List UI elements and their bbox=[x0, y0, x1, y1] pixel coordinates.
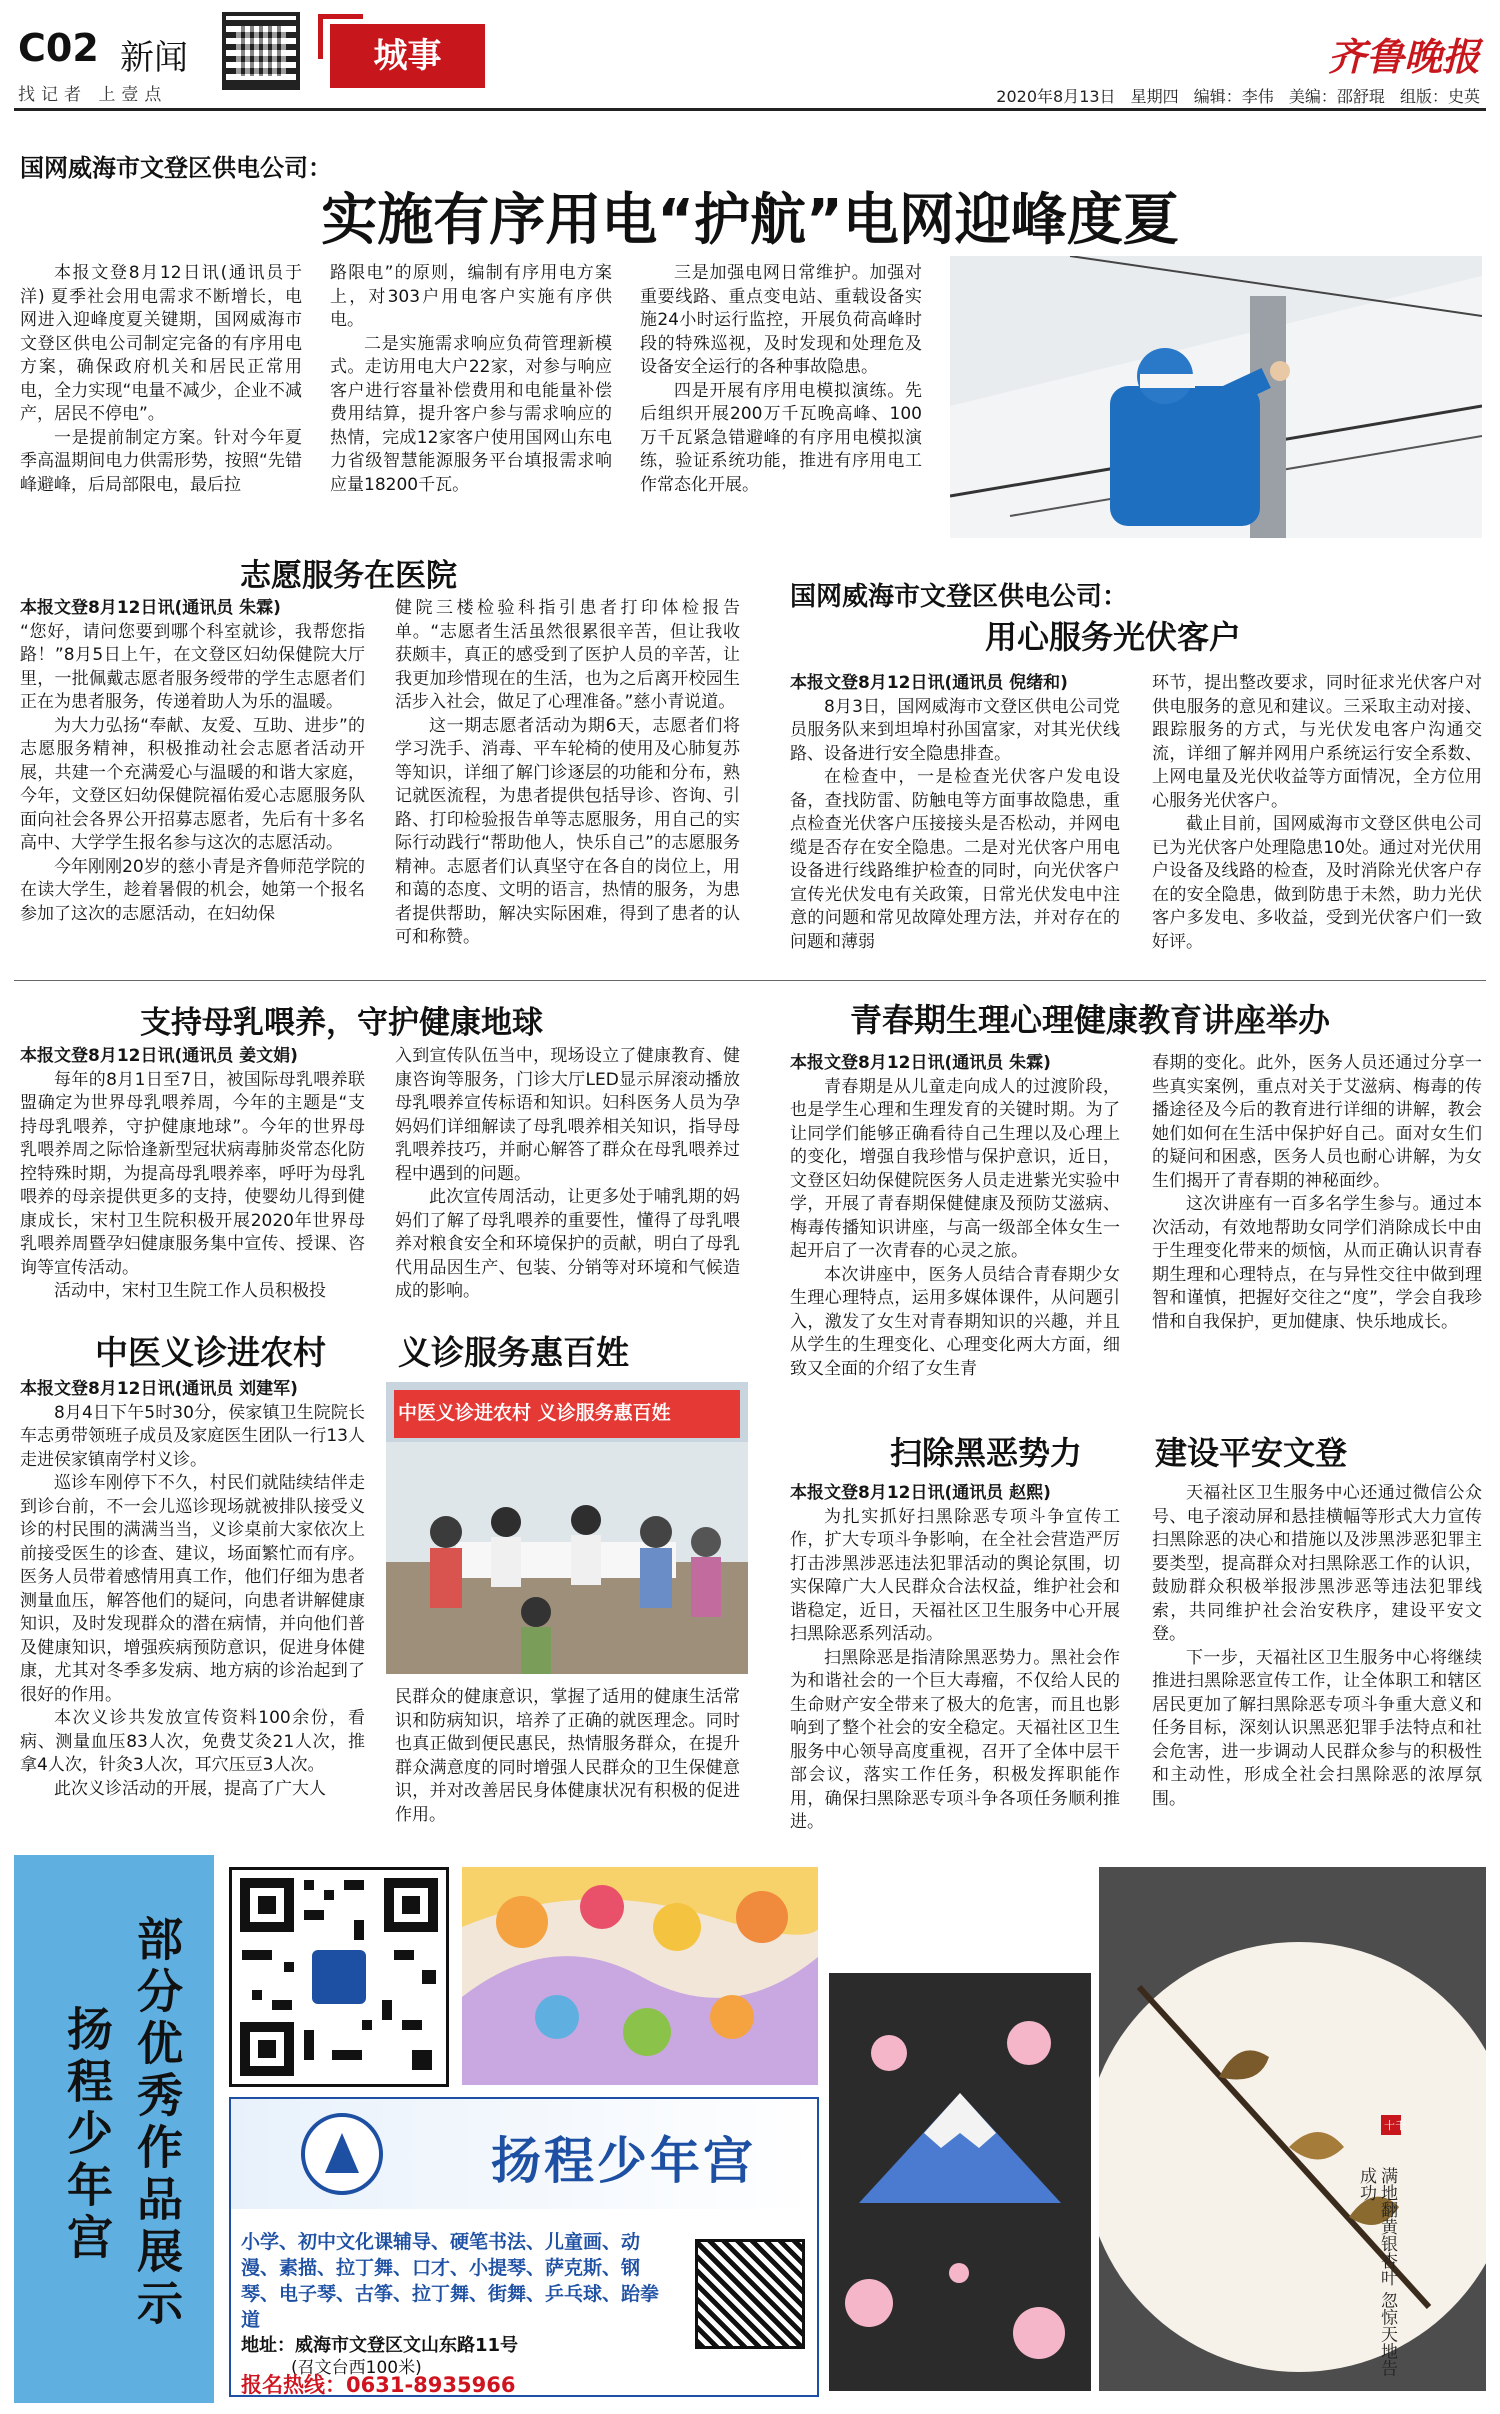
header-qr-code[interactable] bbox=[222, 12, 300, 90]
artwork-calligraphy: 满地翻黄银杏叶 忽惊天地告成功 bbox=[1356, 2167, 1397, 2377]
paragraph: 本报文登8月12日讯(通讯员于洋) 夏季社会用电需求不断增长，电网进入迎峰度夏关键期，国网威海市文登区供电公司制定完备的有序用电方案，确保政府机关和居民正常用电，全力实现“电量不减少，企业不减产，居民不停电”。 bbox=[20, 263, 302, 424]
paragraph: 健院三楼检验科指引患者打印体检报告单。“志愿者生活虽然很累很辛苦，但让我收获颇丰，真正的感受到了医护人员的辛苦，让我更加珍惜现在的生活，也为之后离开校园生活步入社会，做足了心理准备。”慈小青说道。 bbox=[395, 598, 740, 712]
article1-headline: 实施有序用电“护航”电网迎峰度夏 bbox=[321, 188, 1179, 253]
byline: 本报文登8月12日讯(通讯员 刘建军) bbox=[20, 1379, 298, 1399]
paragraph: 此次宣传周活动，让更多处于哺乳期的妈妈们了解了母乳喂养的重要性，懂得了母乳喂养对粮食安全和环境保护的贡献，明白了母乳代用品因生产、包装、分销等对环境和气候造成的影响。 bbox=[395, 1187, 740, 1301]
paragraph: 入到宣传队伍当中，现场设立了健康教育、健康咨询等服务，门诊大厅LED显示屏滚动播放母乳喂养宣传标语和知识。妇科医务人员为孕妈妈们详细解读了母乳喂养相关知识，指导母乳喂养技巧，并耐心解答了群众在母乳喂养过程中遇到的问题。 bbox=[395, 1046, 740, 1184]
article1-col2 bbox=[330, 262, 612, 497]
paragraph: 这一期志愿者活动为期6天，志愿者们将学习洗手、消毒、平车轮椅的使用及心肺复苏等知识，详细了解门诊逐层的功能和分布，熟记就医流程，为患者提供包括导诊、咨询、引路、打印检验报告单等志愿服务，用自己的实际行动践行“帮助他人，快乐自己”的志愿服务精神。志愿者们认真坚守在各自的岗位上，用和蔼的态度、文明的语言，热情的服务，为患者提供帮助，解决实际困难，得到了患者的认可和称赞。 bbox=[395, 715, 740, 947]
paragraph: 扫黑除恶是指清除黑恶势力。黑社会作为和谐社会的一个巨大毒瘤，不仅给人民的生命财产安全带来了极大的危害，而且也影响到了整个社会的安全稳定。天福社区卫生服务中心领导高度重视，召开了全体中层干部会议，落实工作任务，积极发挥职能作用，确保扫黑除恶专项斗争各项任务顺利推进。 bbox=[790, 1647, 1120, 1832]
paragraph: “您好，请问您要到哪个科室就诊，我帮您指路！”8月5日上午，在文登区妇幼保健院大厅里，一批佩戴志愿者服务绶带的学生志愿者们正在为患者服务，传递着助人为乐的温暖。 bbox=[20, 621, 365, 712]
showcase-band bbox=[14, 1855, 1486, 2403]
showcase-title-panel bbox=[14, 1855, 214, 2403]
showcase-title-2: 扬程少年宫 bbox=[60, 2005, 114, 2265]
byline: 本报文登8月12日讯(通讯员 赵熙) bbox=[790, 1483, 1051, 1503]
ad-address-note: (召文台西100米) bbox=[291, 2358, 422, 2378]
article7-col2 bbox=[1152, 1482, 1482, 1811]
article3-col2 bbox=[1152, 672, 1482, 954]
header-slogan: 找记者 上壹点 bbox=[18, 85, 168, 105]
paragraph: 春期的变化。此外，医务人员还通过分享一些真实案例，重点对关于艾滋病、梅毒的传播途径及今后的教育进行详细的讲解，教会她们如何在生活中保护好自己。面对女生们的疑问和困惑，医务人员也耐心讲解，为女生们揭开了青春期的神秘面纱。 bbox=[1152, 1053, 1482, 1191]
article6-col1 bbox=[20, 1378, 365, 1801]
article3-col1 bbox=[790, 672, 1120, 954]
article1-col1 bbox=[20, 262, 302, 497]
header-rule bbox=[14, 108, 1486, 111]
paragraph: 二是实施需求响应负荷管理新模式。走访用电大户22家，对参与响应客户进行容量补偿费用和电能量补偿费用结算，提升客户参与需求响应的热情，完成12家客户使用国网山东电力省级智慧能源服务平台填报需求响应量18200千瓦。 bbox=[330, 333, 612, 495]
article5-col2 bbox=[1152, 1052, 1482, 1334]
paragraph: 一是提前制定方案。针对今年夏季高温期间电力供需形势，按照“先错峰避峰，后局部限电，最后拉 bbox=[20, 427, 302, 495]
ad-courses: 小学、初中文化课辅导、硬笔书法、儿童画、动漫、素描、拉丁舞、口才、小提琴、萨克斯、钢琴、电子琴、古筝、拉丁舞、街舞、乒乓球、跆拳道 bbox=[241, 2231, 660, 2331]
article3-kicker: 国网威海市文登区供电公司： bbox=[790, 582, 1129, 612]
youth-palace-ad bbox=[229, 2097, 819, 2397]
paragraph: 四是开展有序用电模拟演练。先后组织开展200万千瓦晚高峰、100万千瓦紧急错避峰的有序用电模拟演练，验证系统功能，推进有序用电工作常态化开展。 bbox=[640, 380, 922, 495]
artwork-mountain bbox=[829, 1973, 1091, 2391]
page-header bbox=[0, 0, 1500, 120]
ad-qr-code[interactable] bbox=[695, 2239, 805, 2349]
paragraph: 路限电”的原则，编制有序用电方案上，对303户用电客户实施有序供电。 bbox=[330, 263, 612, 330]
clinic-photo bbox=[386, 1382, 748, 1674]
ad-title: 扬程少年宫 bbox=[491, 2132, 756, 2190]
layout-credit: 组版：史英 bbox=[1399, 87, 1480, 106]
editor-credit: 编辑：李伟 bbox=[1193, 87, 1274, 106]
byline: 本报文登8月12日讯(通讯员 倪绪和) bbox=[790, 673, 1068, 693]
artwork-viruses bbox=[462, 1867, 818, 2085]
article3-headline: 用心服务光伏客户 bbox=[985, 618, 1242, 656]
article5-headline: 青春期生理心理健康教育讲座举办 bbox=[850, 1001, 1331, 1039]
article4-col2 bbox=[395, 1045, 740, 1304]
article7-headline-left: 扫除黑恶势力 bbox=[890, 1434, 1083, 1472]
art-editor-credit: 美编：邵舒琨 bbox=[1288, 87, 1385, 106]
showcase-qr-code[interactable] bbox=[229, 1867, 449, 2087]
page-code: C02 bbox=[18, 26, 99, 70]
article4-col1 bbox=[20, 1045, 365, 1304]
article6-headline-left: 中医义诊进农村 bbox=[95, 1333, 326, 1372]
newspaper-logo: 齐鲁晚报 bbox=[1327, 34, 1480, 79]
issue-date: 2020年8月13日 bbox=[996, 87, 1116, 106]
paragraph: 今年刚刚20岁的慈小青是齐鲁师范学院的在读大学生，趁着暑假的机会，她第一个报名参加了这次的志愿活动，在妇幼保 bbox=[20, 856, 365, 924]
article7-headline-right: 建设平安文登 bbox=[1155, 1434, 1348, 1472]
lineman-photo bbox=[950, 256, 1482, 538]
artwork-seal: 十千 bbox=[1384, 2119, 1406, 2132]
clinic-banner-text: 中医义诊进农村 义诊服务惠百姓 bbox=[398, 1402, 671, 1424]
paragraph: 环节，提出整改要求，同时征求光伏客户对供电服务的意见和建议。三采取主动对接、跟踪服务的方式，与光伏发电客户沟通交流，详细了解并网用户系统运行安全系数、上网电量及光伏收益等方面情况，全方位用心服务光伏客户。 bbox=[1152, 673, 1482, 811]
issue-weekday: 星期四 bbox=[1130, 87, 1179, 106]
ad-address: 地址：威海市文登区文山东路11号 bbox=[241, 2335, 519, 2356]
paragraph: 本次讲座中，医务人员结合青春期少女生理心理特点，运用多媒体课件，从问题引入，激发了女生对青春期知识的兴趣，并且从学生的生理变化、心理变化两大方面，细致又全面的介绍了女生青 bbox=[790, 1264, 1120, 1379]
paragraph: 三是加强电网日常维护。加强对重要线路、重点变电站、重载设备实施24小时运行监控，开展负荷高峰时段的特殊巡视，及时发现和处理危及设备安全运行的各种事故隐患。 bbox=[640, 263, 922, 377]
article1-col3 bbox=[640, 262, 922, 497]
byline: 本报文登8月12日讯(通讯员 朱霖) bbox=[790, 1053, 1051, 1073]
section-divider bbox=[14, 980, 1486, 981]
article1-kicker: 国网威海市文登区供电公司： bbox=[20, 154, 332, 182]
paragraph: 8月3日，国网威海市文登区供电公司党员服务队来到坦埠村孙国富家，对其光伏线路、设备进行安全隐患排查。 bbox=[790, 696, 1120, 764]
paragraph: 本次义诊共发放宣传资料100余份，看病、测量血压83人次，免费艾灸21人次，推拿4人次，针灸3人次，耳穴压豆3人次。 bbox=[20, 1708, 365, 1775]
article7-col1 bbox=[790, 1482, 1120, 1835]
article2-headline: 志愿服务在医院 bbox=[240, 558, 457, 594]
article6-headline-right: 义诊服务惠百姓 bbox=[398, 1333, 629, 1372]
article6-col2 bbox=[395, 1686, 740, 1827]
byline: 本报文登8月12日讯(通讯员 朱霖) bbox=[20, 598, 281, 618]
paragraph: 8月4日下午5时30分，侯家镇卫生院院长车志勇带领班子成员及家庭医生团队一行13人走进侯家镇南学村义诊。 bbox=[20, 1402, 365, 1470]
paragraph: 天福社区卫生服务中心还通过微信公众号、电子滚动屏和悬挂横幅等形式大力宣传扫黑除恶的决心和措施以及涉黑涉恶犯罪主要类型，提高群众对扫黑除恶工作的认识，鼓励群众积极举报涉黑涉恶等违法犯罪线索，共同维护社会治安秩序，建设平安文登。 bbox=[1152, 1483, 1482, 1644]
ad-logo bbox=[301, 2113, 383, 2195]
paragraph: 巡诊车刚停下不久，村民们就陆续结伴走到诊台前，不一会儿巡诊现场就被排队接受义诊的村民围的满满当当，义诊桌前大家依次上前接受医生的诊查、建议，场面繁忙而有序。医务人员带着感情用真工作，他们仔细为患者测量血压，解答他们的疑问，向患者讲解健康知识，及时发现群众的潜在病情，并向他们普及健康知识，增强疾病预防意识，促进身体健康，尤其对冬季多发病、地方病的诊治起到了很好的作用。 bbox=[20, 1473, 365, 1705]
paragraph: 青春期是从儿童走向成人的过渡阶段，也是学生心理和生理发育的关键时期。为了让同学们能够正确看待自己生理以及心理上的变化，增强自我珍惜与保护意识，近日，文登区妇幼保健院医务人员走进紫光实验中学，开展了青春期保健健康及预防艾滋病、梅毒传播知识讲座，与高一级部全体女生一起开启了一次青春的心灵之旅。 bbox=[790, 1076, 1120, 1261]
section-tag: 城事 bbox=[330, 24, 485, 88]
paragraph: 活动中，宋村卫生院工作人员积极投 bbox=[54, 1281, 326, 1301]
showcase-title-1: 部分优秀作品展示 bbox=[130, 1915, 184, 2331]
ad-logo-mark bbox=[325, 2133, 359, 2173]
artwork-ginkgo bbox=[1099, 1867, 1486, 2391]
paragraph: 此次义诊活动的开展，提高了广大人 bbox=[54, 1778, 326, 1799]
paragraph: 下一步，天福社区卫生服务中心将继续推进扫黑除恶宣传工作，让全体职工和辖区居民更加了解扫黑除恶专项斗争重大意义和任务目标，深刻认识黑恶犯罪手法特点和社会危害，进一步调动人民群众参与的积极性和主动性，形成全社会扫黑除恶的浓厚氛围。 bbox=[1152, 1647, 1482, 1809]
paragraph: 为大力弘扬“奉献、友爱、互助、进步”的志愿服务精神，积极推动社会志愿者活动开展，共建一个充满爱心与温暖的和谐大家庭，今年，文登区妇幼保健院福佑爱心志愿服务队面向社会各界公开招募志愿者，先后有十多名高中、大学学生报名参与这次的志愿活动。 bbox=[20, 715, 365, 853]
paragraph: 这次讲座有一百多名学生参与。通过本次活动，有效地帮助女同学们消除成长中由于生理变化带来的烦恼，从而正确认识青春期生理和心理特点，在与异性交往中做到理智和谨慎，把握好交往之“度”，学会自我珍惜和自我保护，更加健康、快乐地成长。 bbox=[1152, 1194, 1482, 1332]
article4-headline: 支持母乳喂养，守护健康地球 bbox=[140, 1005, 543, 1041]
header-meta bbox=[986, 84, 1480, 107]
article2-col1 bbox=[20, 597, 365, 926]
paragraph: 民群众的健康意识，掌握了适用的健康生活常识和防病知识，培养了正确的就医理念。同时也真正做到便民惠民，热情服务群众，在提升群众满意度的同时增强人民群众的卫生保健意识，并对改善居民身体健康状况有积极的促进作用。 bbox=[395, 1687, 740, 1825]
byline: 本报文登8月12日讯(通讯员 姜文娟) bbox=[20, 1046, 298, 1066]
article2-col2 bbox=[395, 597, 740, 950]
article5-col1 bbox=[790, 1052, 1120, 1381]
paragraph: 截止目前，国网威海市文登区供电公司已为光伏客户处理隐患10处。通过对光伏用户设备及线路的检查，及时消除光伏客户存在的安全隐患，做到防患于未然，助力光伏客户多发电、多收益，受到光伏客户们一致好评。 bbox=[1152, 814, 1482, 952]
paragraph: 在检查中，一是检查光伏客户发电设备，查找防雷、防触电等方面事故隐患，重点检查光伏客户压接接头是否松动，并网电缆是否存在安全隐患。二是对光伏客户用电设备进行线路维护检查的同时，向光伏客户宣传光伏发电有关政策，日常光伏发电中注意的问题和常见故障处理方法，并对存在的问题和薄弱 bbox=[790, 767, 1120, 952]
paragraph: 为扎实抓好扫黑除恶专项斗争宣传工作，扩大专项斗争影响，在全社会营造严厉打击涉黑涉恶违法犯罪活动的舆论氛围，切实保障广大人民群众合法权益，维护社会和谐稳定，近日，天福社区卫生服务中心开展扫黑除恶系列活动。 bbox=[790, 1506, 1120, 1644]
section-label: 新闻 bbox=[120, 38, 188, 78]
paragraph: 每年的8月1日至7日，被国际母乳喂养联盟确定为世界母乳喂养周，今年的主题是“支持母乳喂养，守护健康地球”。今年的世界母乳喂养周之际恰逢新型冠状病毒肺炎常态化防控特殊时期，为提高母乳喂养率，呼吁为母乳喂养的母亲提供更多的支持，使婴幼儿得到健康成长，宋村卫生院积极开展2020年世界母乳喂养周暨孕妇健康服务集中宣传、授课、咨询等宣传活动。 bbox=[20, 1069, 365, 1278]
ad-phone: 报名热线：0631-8935966 bbox=[241, 2373, 516, 2397]
